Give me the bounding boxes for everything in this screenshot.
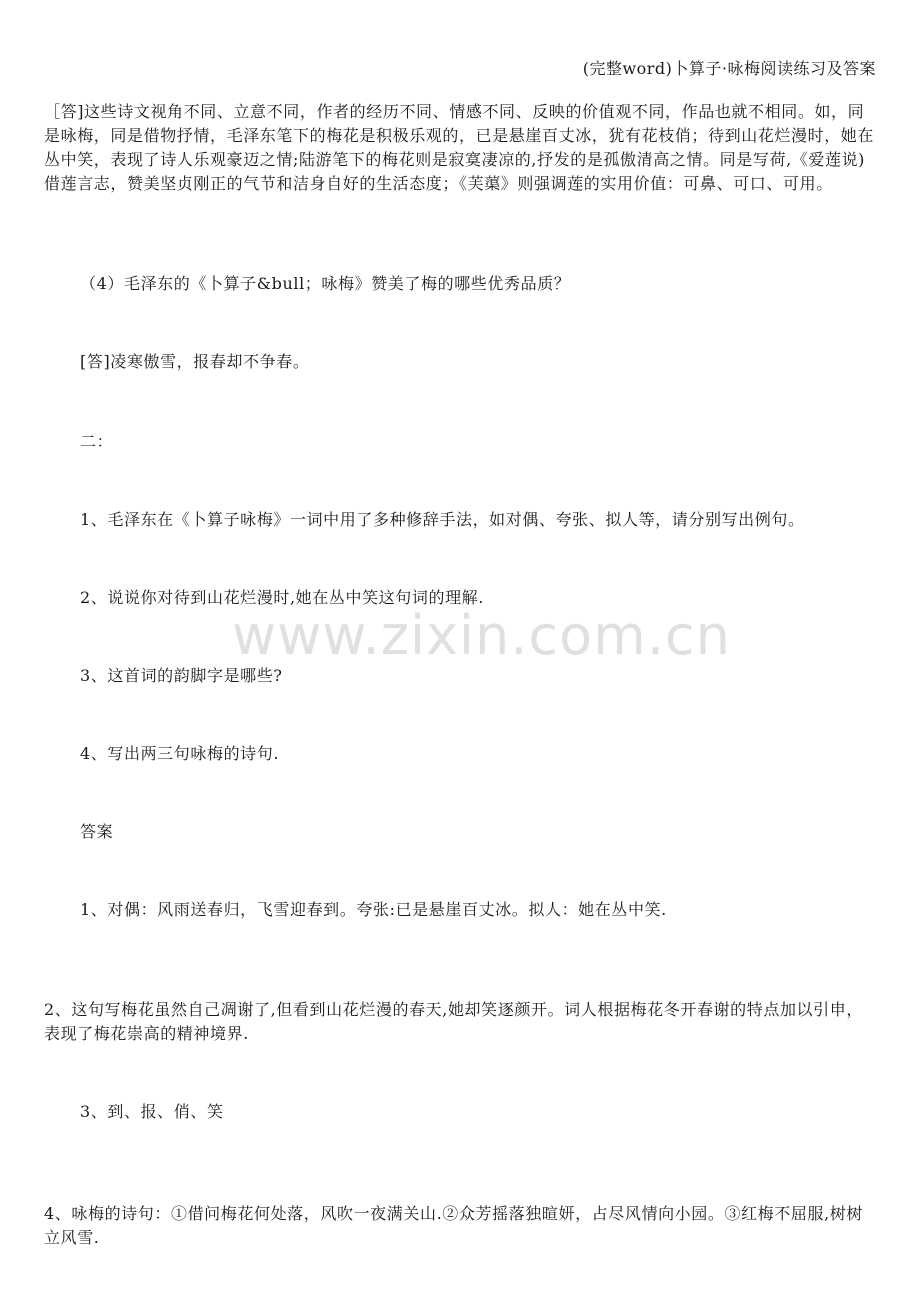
question-4: （4）毛泽东的《卜算子&bull；咏梅》赞美了梅的哪些优秀品质？ [80,274,571,293]
exercise-answer-3: 3、到、报、俏、笑 [80,1102,224,1121]
site-watermark: www.zixin.com.cn [232,604,731,667]
exercise-question-4: 4、写出两三句咏梅的诗句. [80,744,280,763]
exercise-question-1: 1、毛泽东在《卜算子咏梅》一词中用了多种修辞手法，如对偶、夸张、拟人等，请分别写出例句。 [80,510,805,529]
document-header: (完整word)卜算子·咏梅阅读练习及答案 [582,59,876,78]
exercise-answer-1: 1、对偶：风雨送春归，飞雪迎春到。夸张:已是悬崖百丈冰。拟人：她在丛中笑. [80,900,667,919]
section-two-heading: 二： [80,432,114,451]
exercise-answer-4: 4、咏梅的诗句：①借问梅花何处落，风吹一夜满关山.②众芳摇落独暄妍，占尽风情向小园。③红梅不屈服,树树立风雪. [44,1204,863,1247]
answers-heading: 答案 [80,822,114,841]
exercise-answer-2: 2、这句写梅花虽然自己凋谢了,但看到山花烂漫的春天,她却笑逐颜开。词人根据梅花冬开春谢的特点加以引申，表现了梅花崇高的精神境界. [44,1000,863,1043]
exercise-question-3: 3、这首词的韵脚字是哪些? [80,666,283,685]
answer-paragraph-3: ［答]这些诗文视角不同、立意不同，作者的经历不同、情感不同、反映的价值观不同，作品也就不相同。如，同是咏梅，同是借物抒情，毛泽东笔下的梅花是积极乐观的，已是悬崖百丈冰，犹有花枝俏；待到山花烂漫时，她在丛中笑，表现了诗人乐观豪迈之情;陆游笔下的梅花则是寂寞凄凉的,抒发的是孤傲清高之情。同是写荷,《爱莲说)借莲言志，赞美坚贞刚正的气节和洁身自好的生活态度；《芙蕖》则强调莲的实用价值：可鼻、可口、可用。 [44,102,875,193]
answer-4: [答]凌寒傲雪，报春却不争春。 [80,352,310,371]
exercise-question-2: 2、说说你对待到山花烂漫时,她在丛中笑这句词的理解. [80,588,484,607]
